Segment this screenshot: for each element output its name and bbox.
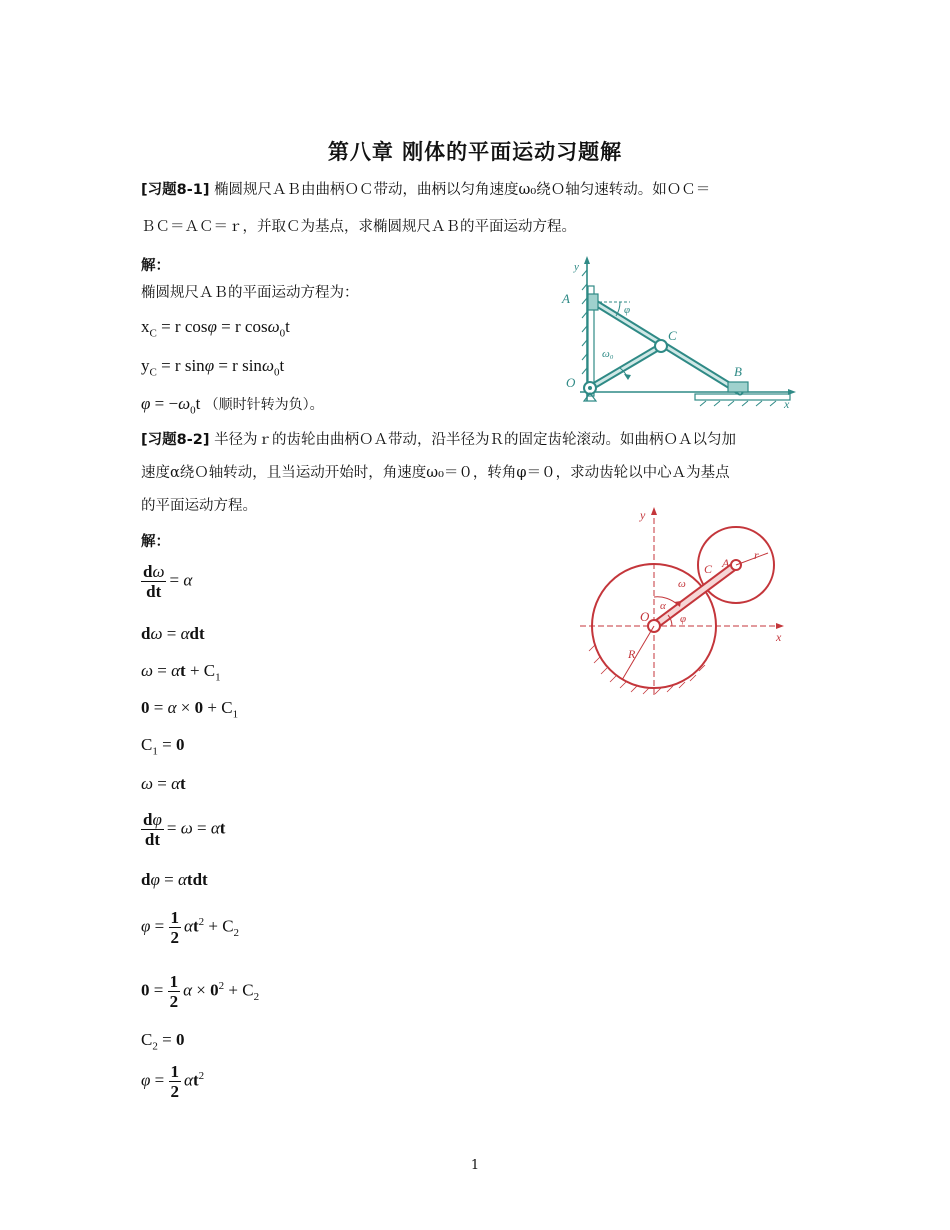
equation-yc: $y_C = r$ sinφ = r sinω$_0$t bbox=[141, 356, 285, 379]
problem-2-solution-label: 解： bbox=[141, 534, 170, 550]
fig1-label-b: B bbox=[734, 364, 742, 379]
fig2-label-x: x bbox=[776, 630, 782, 644]
problem-1-line-2: ＢＣ＝ＡＣ＝ｒ，并取Ｃ为基点，求椭圆规尺ＡＢ的平面运动方程。 bbox=[141, 219, 576, 235]
fig2-label-omega: ω bbox=[678, 578, 686, 590]
fig2-label-big-r: R bbox=[628, 647, 636, 661]
equation-phi-final: φ = $\frac{1}{2}$ $\alpha t^2$ bbox=[141, 1062, 205, 1101]
equation-domega: dω = αdt bbox=[141, 624, 205, 643]
fig1-label-omega0: ω₀ bbox=[602, 348, 614, 360]
fig2-label-a: A bbox=[722, 556, 730, 570]
fig1-label-o: O bbox=[566, 375, 576, 390]
problem-2-text-1: 半径为ｒ的齿轮由曲柄ＯＡ带动，沿半径为Ｒ的固定齿轮滚动。如曲柄ＯＡ以匀加 bbox=[214, 432, 737, 448]
problem-2-line-1 bbox=[141, 430, 736, 450]
problem-2-line-2: 速度α绕Ｏ轴转动，且当运动开始时，角速度ω₀＝０，转角φ＝０，求动齿轮以中心Ａ为基点 bbox=[141, 465, 730, 481]
equation-c2: $C_2 = 0$ bbox=[141, 1030, 185, 1053]
equation-omega: ω = αt bbox=[141, 774, 186, 793]
problem-1-tag: [习题8-1] bbox=[141, 182, 210, 198]
equation-xc: $x_C = r$ cosφ = r cosω$_0$t bbox=[141, 317, 290, 340]
page-title: 第八章 刚体的平面运动习题解 bbox=[327, 140, 623, 164]
fig2-label-r: r bbox=[754, 548, 759, 562]
fig2-label-o: O bbox=[640, 609, 650, 624]
problem-1-line-1 bbox=[141, 180, 710, 200]
equation-zero-c1: $0 = \alpha \times 0 + C_1$ bbox=[141, 698, 239, 721]
equation-dphi-dt: $\frac{d\varphi}{dt}$ = ω = αt bbox=[143, 810, 226, 849]
problem-1-intro: 椭圆规尺ＡＢ的平面运动方程为： bbox=[141, 285, 359, 301]
figure-ellipsograph bbox=[560, 256, 800, 416]
equation-c1: $C_1 = 0$ bbox=[141, 735, 185, 758]
equation-omega-c1: $\omega = \alpha t + C_1$ bbox=[141, 661, 221, 684]
fig2-label-y: y bbox=[640, 508, 646, 522]
fig2-label-c: C bbox=[704, 562, 713, 576]
equation-zero-c2: 0 = $\frac{1}{2}$ $\alpha \times 0^2 + C_2$ bbox=[141, 972, 260, 1011]
problem-2-line-3: 的平面运动方程。 bbox=[141, 498, 257, 514]
fig2-label-phi: φ bbox=[680, 613, 687, 625]
equation-domega-dt: $\frac{d\omega}{dt}$ = α bbox=[143, 562, 193, 601]
equation-phi-c2: φ = $\frac{1}{2}$ $\alpha t^2 + C_2$ bbox=[141, 908, 240, 947]
fig1-label-x: x bbox=[784, 397, 790, 411]
equation-phi: $\varphi = -\omega_0t$ （顺时针转为负）。 bbox=[141, 394, 324, 417]
problem-1-solution-label: 解： bbox=[141, 258, 170, 274]
problem-1-text-1: 椭圆规尺ＡＢ由曲柄ＯＣ带动，曲柄以匀角速度ω₀绕Ｏ轴匀速转动。如ＯＣ＝ bbox=[214, 182, 711, 198]
fig2-label-alpha: α bbox=[660, 600, 666, 612]
figure-gear-crank bbox=[580, 505, 790, 710]
equation-phi-note: （顺时针转为负）。 bbox=[204, 397, 324, 413]
problem-2-tag: [习题8-2] bbox=[141, 432, 210, 448]
fig1-label-a: A bbox=[562, 291, 570, 306]
fig1-label-c: C bbox=[668, 328, 677, 343]
fig1-label-y: y bbox=[574, 261, 579, 273]
fig1-label-phi: φ bbox=[624, 304, 631, 316]
equation-dphi: dφ = αtdt bbox=[141, 870, 208, 889]
page-number: 1 bbox=[470, 1158, 480, 1173]
